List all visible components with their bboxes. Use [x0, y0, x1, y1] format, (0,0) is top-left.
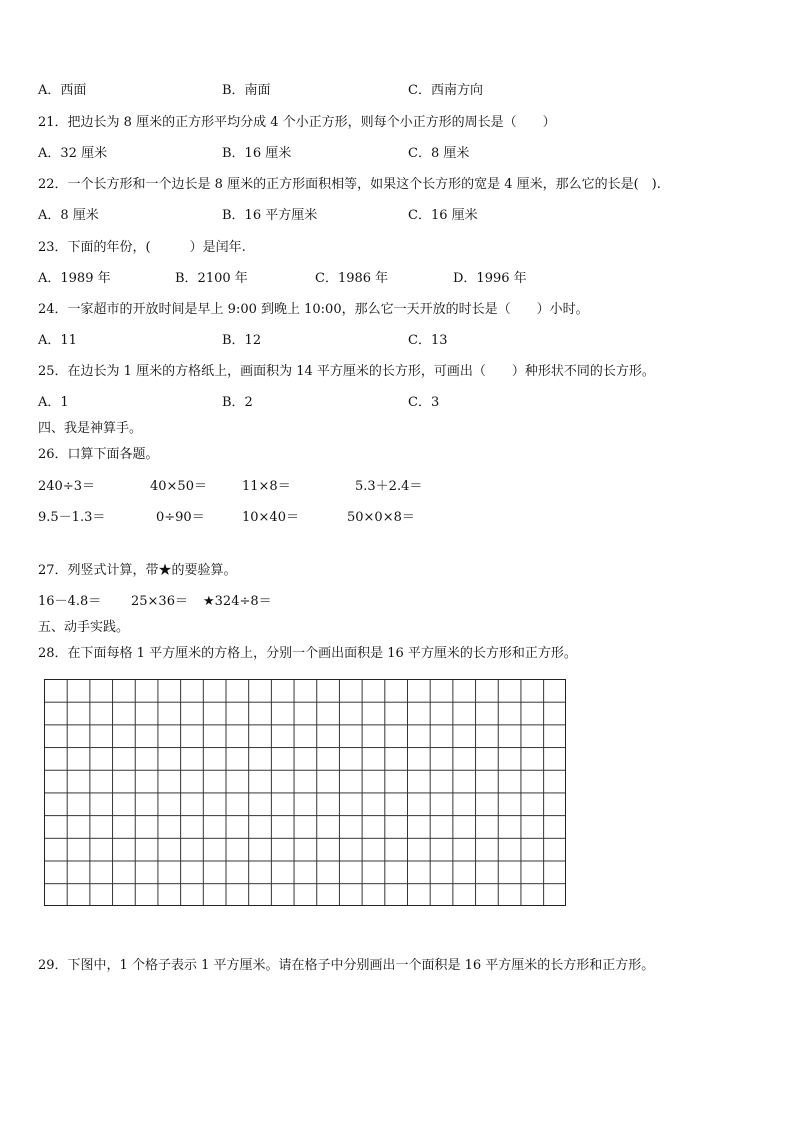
- q22-option-b: B．16 平方厘米: [222, 208, 318, 223]
- q23-option-c: C．1986 年: [315, 271, 389, 286]
- q27-item: ★324÷8＝: [203, 594, 272, 609]
- q22-option-a: A．8 厘米: [38, 208, 99, 223]
- q22-question: 22．一个长方形和一个边长是 8 厘米的正方形面积相等，如果这个长方形的宽是 4 厘米，那么它的长是( ).: [38, 177, 661, 192]
- q27-item: 16－4.8＝: [38, 594, 102, 609]
- q20-option-c: C．西南方向: [408, 83, 483, 98]
- q26-item: 11×8＝: [242, 479, 291, 494]
- q26-item: 5.3＋2.4＝: [355, 479, 423, 494]
- q27-item: 25×36＝: [131, 594, 188, 609]
- q21-question: 21．把边长为 8 厘米的正方形平均分成 4 个小正方形，则每个小正方形的周长是（ ）: [38, 115, 556, 130]
- q26-item: 10×40＝: [242, 510, 299, 525]
- q22-option-c: C．16 厘米: [408, 208, 478, 223]
- q20-option-b: B．南面: [222, 83, 271, 98]
- q29-question: 29．下图中，1 个格子表示 1 平方厘米。请在格子中分别画出一个面积是 16 平方厘米的长方形和正方形。: [38, 958, 655, 973]
- q21-option-b: B．16 厘米: [222, 146, 292, 161]
- q26-item: 240÷3＝: [38, 479, 95, 494]
- q24-option-b: B．12: [222, 333, 262, 348]
- q23-option-d: D．1996 年: [453, 271, 527, 286]
- section-4-heading: 四、我是神算手。: [38, 421, 143, 436]
- q23-question: 23．下面的年份，( ）是闰年.: [38, 240, 246, 255]
- q23-option-b: B．2100 年: [175, 271, 248, 286]
- section-5-heading: 五、动手实践。: [38, 620, 130, 635]
- q26-item: 0÷90＝: [156, 510, 205, 525]
- q27-question: 27．列竖式计算，带★的要验算。: [38, 563, 237, 578]
- q21-option-a: A．32 厘米: [38, 146, 108, 161]
- q20-option-a: A．西面: [38, 83, 87, 98]
- q25-question: 25．在边长为 1 厘米的方格纸上，画面积为 14 平方厘米的长方形，可画出（ ）种形状不同的长方形。: [38, 364, 655, 379]
- q23-option-a: A．1989 年: [38, 271, 111, 286]
- q26-item: 50×0×8＝: [347, 510, 415, 525]
- q26-item: 9.5－1.3＝: [38, 510, 106, 525]
- q26-item: 40×50＝: [150, 479, 207, 494]
- drawing-grid[interactable]: [44, 679, 566, 906]
- q25-option-b: B．2: [222, 395, 253, 410]
- q25-option-c: C．3: [408, 395, 440, 410]
- q24-option-c: C．13: [408, 333, 448, 348]
- q24-question: 24．一家超市的开放时间是早上 9:00 到晚上 10:00，那么它一天开放的时长是（ ）小时。: [38, 302, 589, 317]
- q21-option-c: C．8 厘米: [408, 146, 470, 161]
- q28-question: 28．在下面每格 1 平方厘米的方格上，分别一个画出面积是 16 平方厘米的长方形和正方形。: [38, 646, 577, 661]
- q24-option-a: A．11: [38, 333, 77, 348]
- q26-question: 26．口算下面各题。: [38, 447, 159, 462]
- q25-option-a: A．1: [38, 395, 69, 410]
